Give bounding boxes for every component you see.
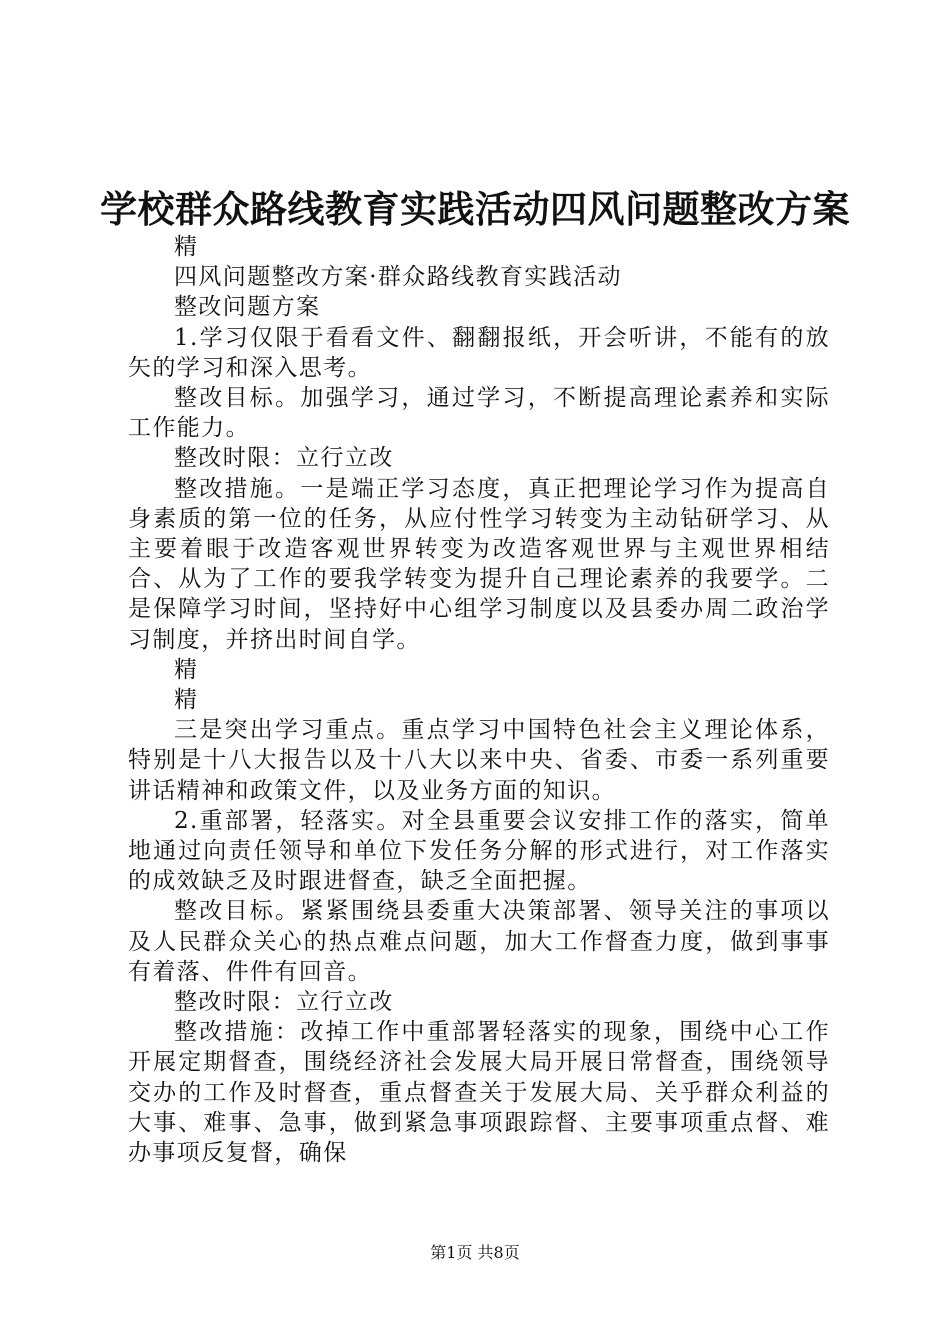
document-title: 学校群众路线教育实践活动四风问题整改方案 bbox=[100, 187, 850, 231]
paragraph: 整改问题方案 bbox=[174, 294, 321, 321]
paragraph: 2.重部署，轻落实。对全县重要会议安排工作的落实，简单地通过向责任领导和单位下发任务分解的形式进行，对工作落实的成效缺乏及时跟进督查，缺乏全面把握。 bbox=[128, 807, 830, 895]
paragraph: 整改目标。加强学习，通过学习，不断提高理论素养和实际工作能力。 bbox=[128, 385, 830, 442]
paragraph: 整改措施。一是端正学习态度，真正把理论学习作为提高自身素质的第一位的任务，从应付性学习转变为主动钻研学习、从主要着眼于改造客观世界转变为改造客观世界与主观世界相结合、从为了工作的要我学转变为提升自己理论素养的我要学。二是保障学习时间，坚持好中心组学习制度以及县委办周二政治学习制度，并挤出时间自学。 bbox=[128, 475, 830, 653]
paragraph: 精 bbox=[174, 687, 199, 714]
page-footer: 第1页 共8页 bbox=[430, 1243, 520, 1262]
document-body bbox=[128, 232, 830, 1168]
paragraph: 四风问题整改方案·群众路线教育实践活动 bbox=[174, 264, 622, 291]
paragraph: 三是突出学习重点。重点学习中国特色社会主义理论体系，特别是十八大报告以及十八大以来中央、省委、市委一系列重要讲话精神和政策文件，以及业务方面的知识。 bbox=[128, 717, 830, 804]
paragraph: 整改措施：改掉工作中重部署轻落实的现象，围绕中心工作开展定期督查，围绕经济社会发展大局开展日常督查，围绕领导交办的工作及时督查，重点督查关于发展大局、关乎群众利益的大事、难事、急事，做到紧急事项跟踪督、主要事项重点督、难办事项反复督，确保 bbox=[128, 1019, 830, 1167]
paragraph: 整改目标。紧紧围绕县委重大决策部署、领导关注的事项以及人民群众关心的热点难点问题，加大工作督查力度，做到事事有着落、件件有回音。 bbox=[128, 898, 830, 985]
paragraph: 整改时限：立行立改 bbox=[174, 989, 394, 1016]
paragraph: 整改时限：立行立改 bbox=[174, 445, 394, 472]
paragraph: 精 bbox=[174, 656, 199, 683]
paragraph: 精 bbox=[174, 234, 199, 260]
paragraph: 1.学习仅限于看看文件、翻翻报纸，开会听讲，不能有的放矢的学习和深入思考。 bbox=[128, 324, 830, 381]
